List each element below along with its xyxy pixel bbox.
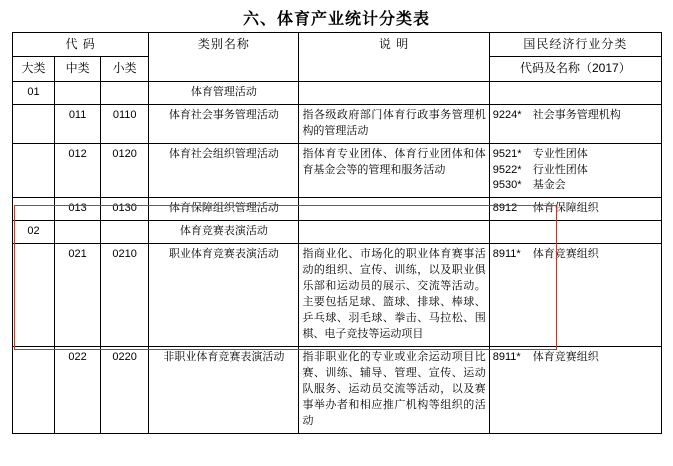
cell-description: 指非职业化的专业或业余运动项目比赛、训练、辅导、管理、宣传、运动队服务、运动员交流等活动，以及赛事举办者和相应推广机构等组织的活动 (299, 346, 489, 433)
national-code: 9521* (492, 147, 522, 160)
national-code: 8911* (492, 248, 521, 261)
cell-minor-class: 0110 (101, 104, 149, 143)
table-row (13, 221, 662, 244)
cell-medium-class: 013 (55, 198, 101, 221)
cell-minor-class (101, 221, 149, 244)
national-code: 9224* (492, 108, 522, 121)
cell-minor-class: 0220 (101, 346, 149, 433)
cell-major-class (13, 104, 55, 143)
cell-medium-class: 022 (55, 346, 101, 433)
cell-minor-class: 0210 (101, 244, 149, 347)
cell-major-class (13, 346, 55, 433)
cell-category-name: 体育保障组织管理活动 (149, 198, 299, 221)
cell-medium-class: 012 (55, 143, 101, 198)
cell-category-name: 体育竞赛表演活动 (149, 221, 299, 244)
national-label: 行业性团体 (532, 163, 588, 176)
header-code-group: 代 码 (13, 33, 149, 57)
header-minor-class: 小类 (101, 57, 149, 81)
table-row (13, 81, 662, 104)
cell-major-class: 02 (13, 221, 55, 244)
cell-medium-class: 011 (55, 104, 101, 143)
cell-description: 指各级政府部门体育行政事务管理机构的管理活动 (299, 104, 489, 143)
cell-description (299, 81, 489, 104)
header-medium-class: 中类 (55, 57, 101, 81)
cell-minor-class: 0120 (101, 143, 149, 198)
cell-medium-class (55, 221, 101, 244)
table-row (13, 198, 662, 221)
cell-medium-class (55, 81, 101, 104)
cell-major-class: 01 (13, 81, 55, 104)
table-row (13, 346, 662, 433)
header-category-name: 类别名称 (149, 33, 299, 82)
page-title: 六、体育产业统计分类表 (242, 11, 430, 28)
header-description: 说 明 (299, 33, 489, 82)
table-row (13, 244, 662, 347)
national-label: 体育保障组织 (532, 202, 599, 215)
table-row (13, 143, 662, 198)
national-label: 基金会 (532, 179, 566, 192)
cell-description: 指体育专业团体、体育行业团体和体育基金会等的管理和服务活动 (299, 143, 489, 198)
cell-national-classification (489, 346, 661, 433)
cell-national-classification (489, 143, 661, 198)
table-header-row-1 (13, 33, 662, 57)
national-label: 体育竞赛组织 (532, 350, 599, 363)
cell-description (299, 221, 489, 244)
national-code: 9530* (492, 179, 522, 192)
cell-national-classification (489, 104, 661, 143)
national-code: 8912 (492, 202, 518, 215)
national-code: 9522* (492, 163, 522, 176)
table-row (13, 104, 662, 143)
header-national-code-name: 代码及名称（2017） (489, 57, 661, 81)
cell-category-name: 职业体育竞赛表演活动 (149, 244, 299, 347)
national-label: 体育竞赛组织 (532, 248, 599, 261)
header-major-class: 大类 (13, 57, 55, 81)
cell-description: 指商业化、市场化的职业体育赛事活动的组织、宣传、训练，以及职业俱乐部和运动员的展示、交流等活动。主要包括足球、篮球、排球、棒球、乒乓球、羽毛球、拳击、马拉松、围棋、电子竞技等运动项目 (299, 244, 489, 347)
header-national-classification: 国民经济行业分类 (489, 33, 661, 57)
cell-national-classification (489, 244, 661, 347)
national-label: 专业性团体 (532, 147, 588, 160)
classification-table (12, 32, 662, 434)
cell-national-classification (489, 198, 661, 221)
cell-national-classification (489, 81, 661, 104)
cell-medium-class: 021 (55, 244, 101, 347)
cell-category-name: 体育管理活动 (149, 81, 299, 104)
national-code: 8911* (492, 350, 521, 363)
cell-category-name: 体育社会事务管理活动 (149, 104, 299, 143)
cell-minor-class (101, 81, 149, 104)
cell-description (299, 198, 489, 221)
cell-major-class (13, 198, 55, 221)
cell-major-class (13, 244, 55, 347)
cell-category-name: 非职业体育竞赛表演活动 (149, 346, 299, 433)
cell-major-class (13, 143, 55, 198)
cell-national-classification (489, 221, 661, 244)
cell-minor-class: 0130 (101, 198, 149, 221)
national-label: 社会事务管理机构 (532, 108, 621, 121)
cell-category-name: 体育社会组织管理活动 (149, 143, 299, 198)
